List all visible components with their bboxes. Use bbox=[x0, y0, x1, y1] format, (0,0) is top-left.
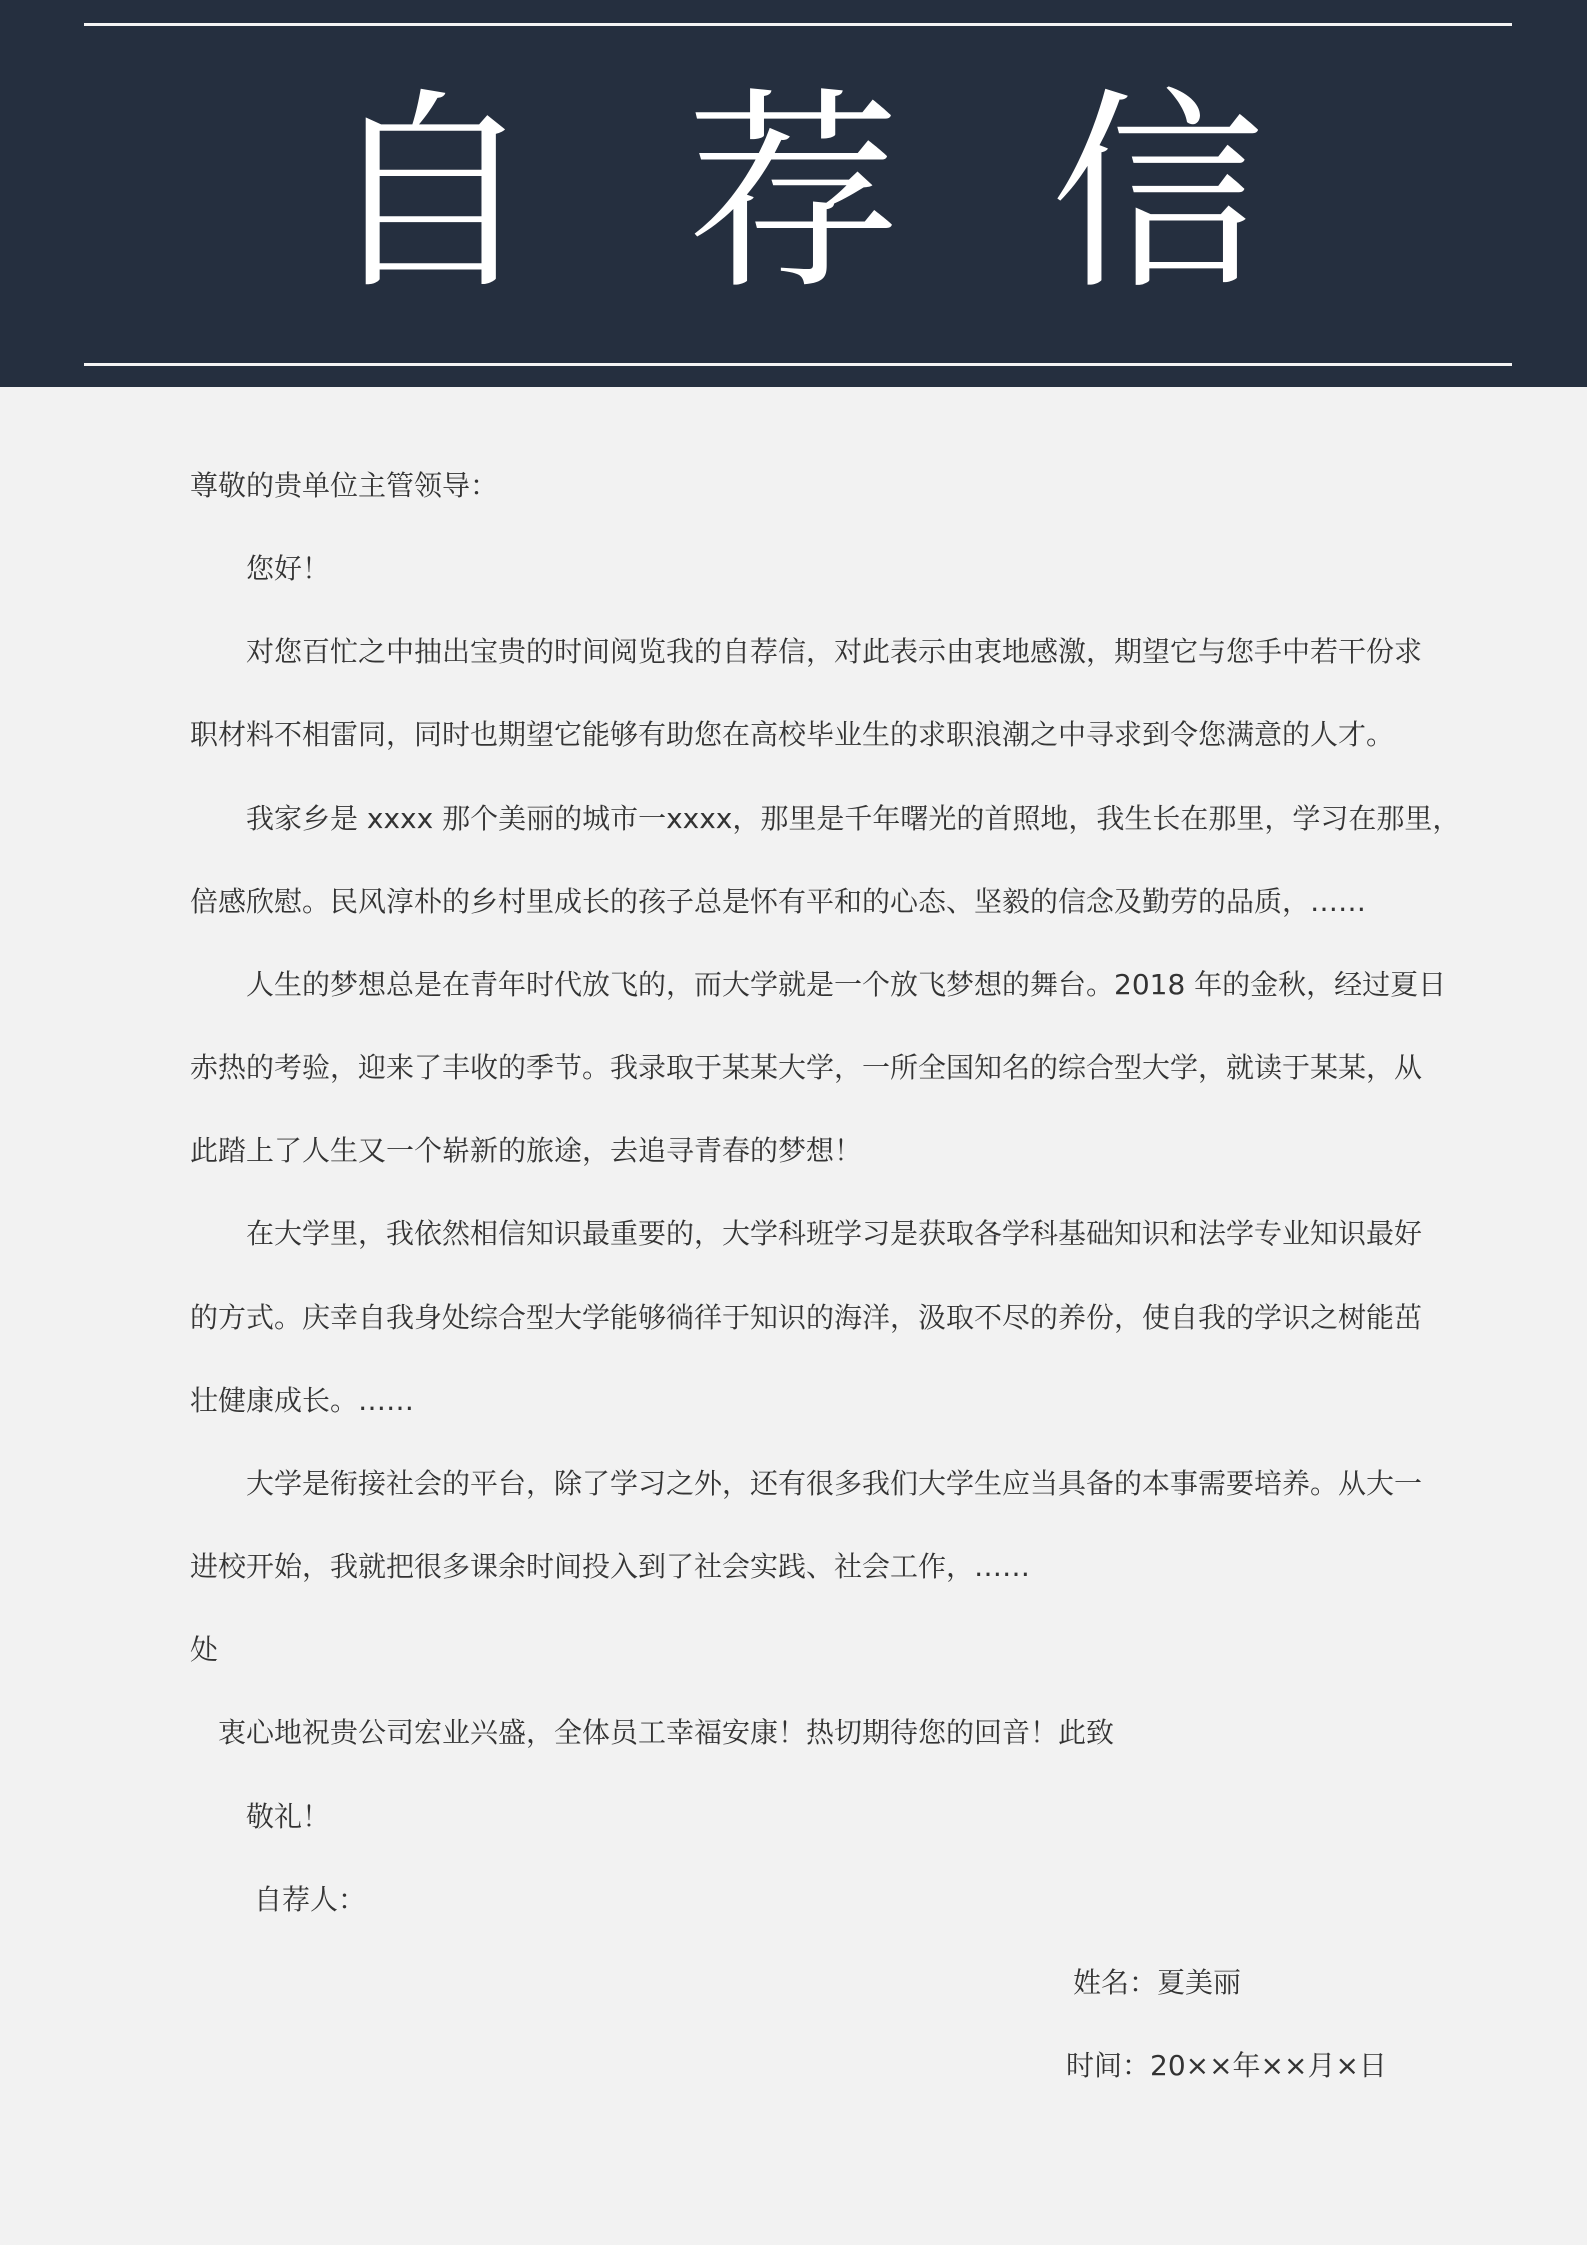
signer-label: 自荐人： bbox=[254, 1883, 367, 1916]
paragraph-5-line-2: 进校开始，我就把很多课余时间投入到了社会实践、社会工作，…… bbox=[190, 1550, 1031, 1583]
paragraph-5-line-3: 处 bbox=[190, 1633, 219, 1666]
paragraph-2-line-2: 倍感欣慰。民风淳朴的乡村里成长的孩子总是怀有平和的心态、坚毅的信念及勤劳的品质，…… bbox=[190, 885, 1367, 918]
paragraph-5-line-1: 大学是衔接社会的平台，除了学习之外，还有很多我们大学生应当具备的本事需要培养。从大一 bbox=[246, 1467, 1423, 1500]
paragraph-4-line-3: 壮健康成长。…… bbox=[190, 1384, 415, 1417]
paragraph-4-line-1: 在大学里，我依然相信知识最重要的，大学科班学习是获取各学科基础知识和法学专业知识最好 bbox=[246, 1217, 1423, 1250]
title-char-2: 荐 bbox=[686, 70, 901, 319]
title-char-3: 信 bbox=[1050, 70, 1265, 319]
page-title bbox=[0, 70, 1587, 319]
paragraph-1-line-2: 职材料不相雷同，同时也期望它能够有助您在高校毕业生的求职浪潮之中寻求到令您满意的人才。 bbox=[190, 718, 1395, 751]
header-banner bbox=[0, 0, 1587, 387]
closing-regards: 敬礼！ bbox=[246, 1800, 331, 1833]
header-bottom-rule bbox=[84, 363, 1512, 366]
paragraph-3-line-1: 人生的梦想总是在青年时代放飞的，而大学就是一个放飞梦想的舞台。2018 年的金秋，经过夏日 bbox=[246, 968, 1447, 1001]
title-char-1: 自 bbox=[322, 70, 537, 319]
paragraph-4-line-2: 的方式。庆幸自我身处综合型大学能够徜徉于知识的海洋，汲取不尽的养份，使自我的学识之树能茁 bbox=[190, 1301, 1423, 1334]
greeting: 您好！ bbox=[246, 552, 331, 585]
paragraph-2-line-1: 我家乡是 xxxx 那个美丽的城市一xxxx，那里是千年曙光的首照地，我生长在那里，学习在那里， bbox=[246, 802, 1461, 835]
paragraph-1-line-1: 对您百忙之中抽出宝贵的时间阅览我的自荐信，对此表示由衷地感激，期望它与您手中若干份求 bbox=[246, 635, 1423, 668]
paragraph-3-line-3: 此踏上了人生又一个崭新的旅途，去追寻青春的梦想！ bbox=[190, 1134, 863, 1167]
signer-date: 时间：20××年××月×日 bbox=[1066, 2049, 1387, 2082]
paragraph-3-line-2: 赤热的考验，迎来了丰收的季节。我录取于某某大学，一所全国知名的综合型大学，就读于某某，从 bbox=[190, 1051, 1423, 1084]
signer-name: 姓名：夏美丽 bbox=[1073, 1966, 1242, 1999]
header-top-rule bbox=[84, 23, 1512, 26]
closing-wishes: 衷心地祝贵公司宏业兴盛，全体员工幸福安康！热切期待您的回音！此致 bbox=[218, 1716, 1115, 1749]
salutation: 尊敬的贵单位主管领导： bbox=[190, 469, 499, 502]
